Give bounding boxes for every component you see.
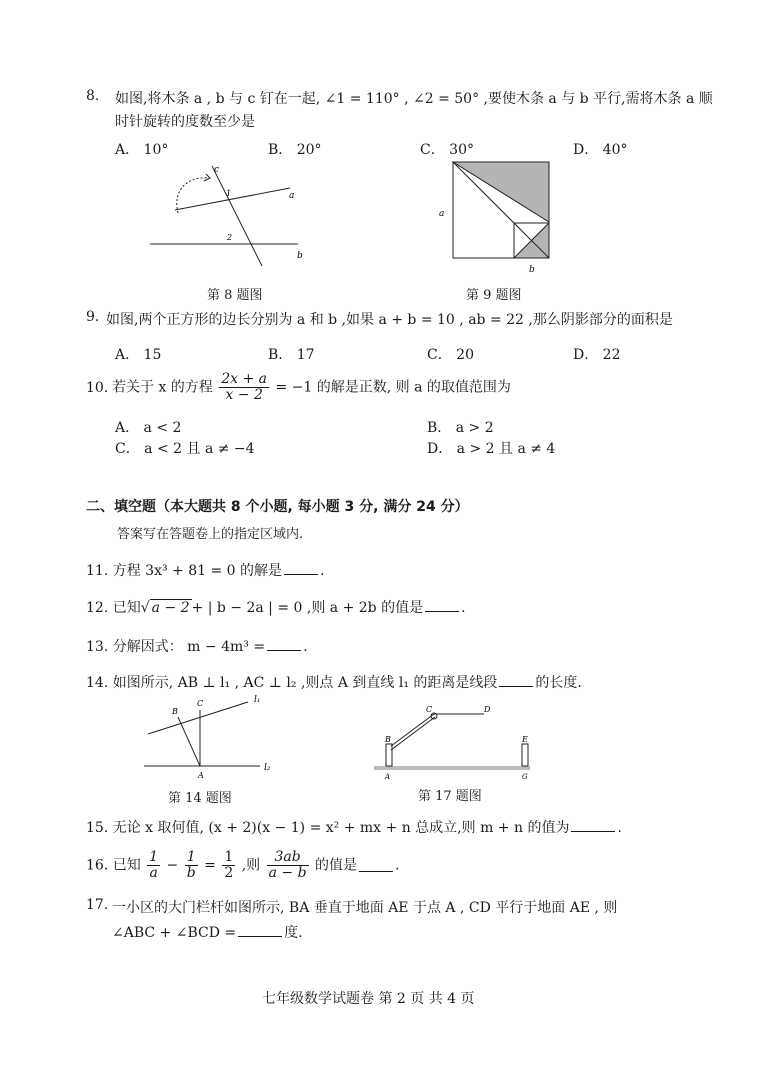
q17-stem-line1: 一小区的大门栏杆如图所示, BA 垂直于地面 AE 于点 A , CD 平行于地面 AE , 则 xyxy=(112,900,618,916)
q15-post: . xyxy=(617,820,622,836)
q16-f4-den: a − b xyxy=(268,865,307,881)
label-c: c xyxy=(214,165,220,175)
label-angle-2: 2 xyxy=(227,233,233,242)
q11 xyxy=(86,560,324,580)
q16-f2-den: b xyxy=(186,865,196,881)
q17-stem-line2 xyxy=(112,922,303,942)
q10-fraction-numerator: 2x + a xyxy=(221,371,268,387)
label-e: E xyxy=(522,735,528,744)
q13 xyxy=(86,636,308,656)
q9-option-c: C． 20 xyxy=(427,347,474,363)
q16-post: 的值是 xyxy=(315,857,358,874)
label-c: C xyxy=(197,699,204,708)
figure-8-caption: 第 8 题图 xyxy=(207,288,263,303)
q13-pre: 分解因式： m − 4m³ = xyxy=(112,639,266,655)
label-a: A xyxy=(385,773,391,781)
q10-option-a: A． a < 2 xyxy=(115,420,182,436)
q10-option-c: C． a < 2 且 a ≠ −4 xyxy=(115,441,255,457)
q16-end: . xyxy=(395,857,400,874)
ground-ae xyxy=(374,766,530,770)
q16-fraction-3 xyxy=(222,850,235,881)
label-a: a xyxy=(439,209,445,219)
q10-pre: 若关于 x 的方程 xyxy=(112,379,213,396)
label-b: B xyxy=(385,735,391,744)
q14-number: 14. xyxy=(86,675,109,691)
q16-fraction-1 xyxy=(147,850,160,881)
q11-number: 11. xyxy=(86,563,109,579)
q16-f3-num: 1 xyxy=(224,849,234,865)
q9-stem: 如图,两个正方形的边长分别为 a 和 b ,如果 a + b = 10 , ab = 22 ,那么阴影部分的面积是 xyxy=(106,312,673,328)
q16-f4-num: 3ab xyxy=(267,850,309,866)
label-l2: l₂ xyxy=(264,763,271,773)
q8-number: 8. xyxy=(86,88,100,104)
q9-option-a: A． 15 xyxy=(115,347,162,363)
q8-option-c: C． 30° xyxy=(420,142,474,158)
segment-ab xyxy=(178,717,200,766)
q15-pre: 无论 x 取何值, (x + 2)(x − 1) = x² + mx + n 总成立,则 m + n 的值为 xyxy=(112,820,570,836)
figure-9-caption: 第 9 题图 xyxy=(466,288,522,303)
section-2-title: 二、填空题（本大题共 8 个小题, 每小题 3 分, 满分 24 分） xyxy=(86,499,469,515)
page-footer: 七年级数学试题卷 第 2 页 共 4 页 xyxy=(262,991,475,1007)
label-b: b xyxy=(297,251,303,261)
label-b: b xyxy=(529,265,535,275)
q10-fraction-denominator: x − 2 xyxy=(225,387,263,403)
q14-answer-blank xyxy=(499,674,533,687)
figure-8-diagram xyxy=(150,158,310,273)
q12-post: . xyxy=(461,600,466,616)
q17-number: 17. xyxy=(86,897,109,913)
q12-answer-blank xyxy=(425,599,459,612)
q16-pre: 已知 xyxy=(112,857,141,874)
q10-post: = −1 的解是正数, 则 a 的取值范围为 xyxy=(275,379,511,396)
q11-post: . xyxy=(320,563,325,579)
label-a: A xyxy=(198,771,204,780)
q8-option-d: D． 40° xyxy=(573,142,628,158)
q10-stem xyxy=(112,372,511,403)
label-b: B xyxy=(172,707,178,716)
label-l1: l₁ xyxy=(254,695,261,705)
figure-17-caption: 第 17 题图 xyxy=(418,789,482,804)
q12-mid: + | b − 2a | = 0 ,则 a + 2b 的值是 xyxy=(191,600,424,616)
rotation-arc xyxy=(177,178,208,213)
sqrt-icon: √ xyxy=(140,600,150,616)
post-ba xyxy=(386,744,392,766)
q16-mid: ,则 xyxy=(241,857,261,874)
q8-option-b: B． 20° xyxy=(268,142,322,158)
bar-bc xyxy=(391,714,434,746)
q8-stem-line1: 如图,将木条 a , b 与 c 钉在一起, ∠1 = 110° , ∠2 = 50° ,要使木条 a 与 b 平行,需将木条 a 顺 xyxy=(115,91,713,107)
q13-answer-blank xyxy=(267,638,301,651)
figure-9-diagram xyxy=(436,158,556,278)
section-2-note: 答案写在答题卷上的指定区域内. xyxy=(117,527,304,542)
figure-14-caption: 第 14 题图 xyxy=(168,791,232,806)
figure-17-diagram xyxy=(372,700,534,782)
q15-answer-blank xyxy=(571,819,615,832)
q16-f2-num: 1 xyxy=(185,850,198,866)
label-c: C xyxy=(426,705,433,714)
q12-pre: 已知 xyxy=(112,600,141,616)
q15-number: 15. xyxy=(86,820,109,836)
q11-answer-blank xyxy=(284,562,318,575)
q9-option-d: D． 22 xyxy=(573,347,621,363)
q16-fraction-4 xyxy=(267,850,309,881)
post-e xyxy=(522,744,528,766)
label-a: a xyxy=(289,191,295,201)
figure-14-diagram xyxy=(140,688,280,780)
line-c xyxy=(212,166,262,266)
q13-number: 13. xyxy=(86,639,109,655)
q8-stem-line2: 时针旋转的度数至少是 xyxy=(115,114,255,130)
q14-post: 的长度. xyxy=(535,675,582,691)
q16-f1-num: 1 xyxy=(149,849,159,865)
q17-answer-blank xyxy=(238,924,282,937)
q9-number: 9. xyxy=(86,309,100,325)
q16-f3-den: 2 xyxy=(224,865,234,881)
q16-number: 16. xyxy=(86,857,109,874)
q8-option-a: A． 10° xyxy=(115,142,169,158)
q13-post: . xyxy=(303,639,308,655)
q17-line2-post: 度. xyxy=(284,925,303,941)
q11-pre: 方程 3x³ + 81 = 0 的解是 xyxy=(112,563,283,579)
q9-option-b: B． 17 xyxy=(268,347,315,363)
q10-fraction xyxy=(219,372,269,403)
q15 xyxy=(86,817,622,837)
q10-option-b: B． a > 2 xyxy=(427,420,494,436)
q14-pre: 如图所示, AB ⊥ l₁ , AC ⊥ l₂ ,则点 A 到直线 l₁ 的距离是线段 xyxy=(112,675,498,691)
label-angle-1: 1 xyxy=(226,189,232,198)
q12-number: 12. xyxy=(86,600,109,616)
q16-minus: − xyxy=(166,857,179,874)
q16-fraction-2 xyxy=(185,850,198,881)
q16 xyxy=(86,850,399,881)
q10-option-d: D． a > 2 且 a ≠ 4 xyxy=(427,441,556,457)
q12-sqrt-content: a − 2 xyxy=(151,600,190,616)
q17-line2-pre: ∠ABC + ∠BCD = xyxy=(112,925,237,941)
q10-number: 10. xyxy=(86,380,109,396)
bar-bc-lower xyxy=(391,717,435,750)
label-d: D xyxy=(484,705,491,714)
label-g: G xyxy=(522,773,528,781)
q16-equals: = xyxy=(204,857,216,874)
q16-answer-blank xyxy=(359,859,393,872)
q16-f1-den: a xyxy=(149,865,158,881)
q12 xyxy=(86,597,466,617)
